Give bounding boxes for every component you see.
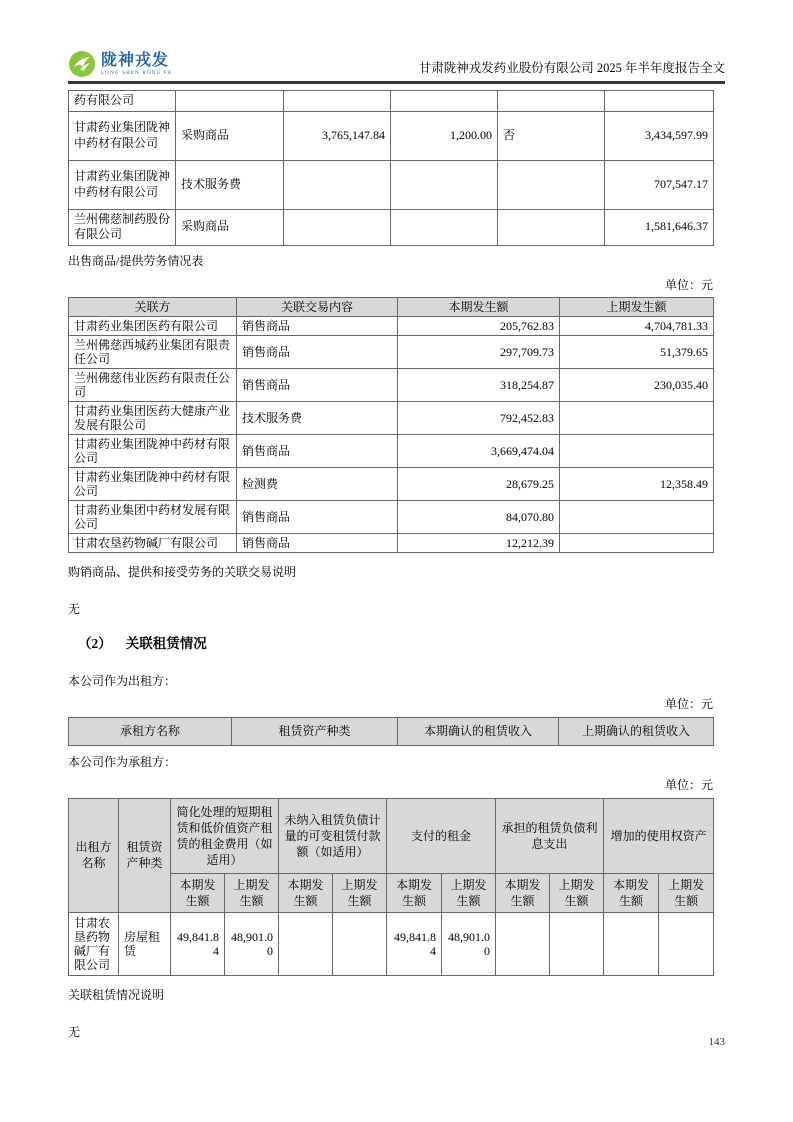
cell: 48,901.00: [442, 912, 496, 975]
table-row: [69, 335, 714, 368]
cell: 3,434,597.99: [605, 111, 714, 160]
cell: [391, 209, 498, 245]
cell: 3,669,474.04: [398, 434, 560, 467]
section-number: （2）: [78, 635, 112, 651]
col-header-current-income: 本期确认的租赁收入: [398, 717, 559, 745]
cell: 297,709.73: [398, 335, 560, 368]
cell: 甘肃药业集团陇神中药材有限公司: [69, 111, 176, 160]
lessor-table: [68, 717, 714, 746]
cell: 技术服务费: [237, 401, 398, 434]
cell: [560, 401, 714, 434]
cell: 1,200.00: [391, 111, 498, 160]
cell: [659, 912, 714, 975]
table-row: [69, 434, 714, 467]
cell: 49,841.84: [387, 912, 442, 975]
subheader-prior: 上期发生额: [333, 873, 387, 912]
table-row: [69, 111, 714, 160]
cell: 销售商品: [237, 434, 398, 467]
table-group-header-row: [69, 798, 714, 873]
cell: 51,379.65: [560, 335, 714, 368]
cell: 销售商品: [237, 500, 398, 533]
subheader-prior: 上期发生额: [442, 873, 496, 912]
cell: 采购商品: [176, 209, 284, 245]
cell: [176, 91, 284, 112]
cell: [550, 912, 604, 975]
table-row: [69, 533, 714, 552]
cell: 230,035.40: [560, 368, 714, 401]
subheader-current: 本期发生额: [604, 873, 659, 912]
group-header-rent-paid: 支付的租金: [387, 798, 496, 873]
col-header-lessor-name: 出租方名称: [69, 798, 119, 912]
subheader-prior: 上期发生额: [550, 873, 604, 912]
table-row: [69, 912, 714, 975]
cell: 销售商品: [237, 368, 398, 401]
lessee-table: [68, 798, 714, 976]
cell: 采购商品: [176, 111, 284, 160]
subheader-current: 本期发生额: [171, 873, 225, 912]
purchase-sales-note-value: 无: [68, 601, 81, 616]
col-header-prior-income: 上期确认的租赁收入: [559, 717, 714, 745]
lease-note-value: 无: [68, 1024, 81, 1039]
subheader-current: 本期发生额: [279, 873, 333, 912]
cell: [391, 91, 498, 112]
cell: 甘肃药业集团陇神中药材有限公司: [69, 434, 237, 467]
cell-asset-type: 房屋租赁: [119, 912, 171, 975]
cell: [391, 160, 498, 209]
cell: 12,212.39: [398, 533, 560, 552]
unit-label: 单位：元: [664, 277, 713, 292]
bird-logo-icon: [68, 50, 96, 78]
col-header-current-amount: 本期发生额: [398, 297, 560, 316]
brand-name-en: LONG SHEN RONG FA: [101, 70, 173, 76]
lease-note-label: 关联租赁情况说明: [68, 987, 165, 1002]
cell: 兰州佛慈西城药业集团有限责任公司: [69, 335, 237, 368]
cell: 甘肃药业集团陇神中药材有限公司: [69, 160, 176, 209]
subheader-current: 本期发生额: [496, 873, 550, 912]
company-logo: [68, 50, 172, 78]
col-header-asset-type: 租赁资产种类: [232, 717, 398, 745]
table-row: [69, 368, 714, 401]
document-title: 甘肃陇神戎发药业股份有限公司 2025 年半年度报告全文: [418, 61, 725, 75]
cell: 48,901.00: [225, 912, 279, 975]
col-header-related-party: 关联方: [69, 297, 237, 316]
cell: 1,581,646.37: [605, 209, 714, 245]
group-header-variable-payments: 未纳入租赁负债计量的可变租赁付款额（如适用）: [279, 798, 387, 873]
cell: [284, 160, 391, 209]
cell: [605, 91, 714, 112]
header-rule: [68, 81, 725, 84]
unit-label: 单位：元: [664, 777, 713, 792]
cell: [498, 209, 605, 245]
sales-table-caption: 出售商品/提供劳务情况表: [68, 253, 204, 268]
cell: 49,841.84: [171, 912, 225, 975]
cell: 4,704,781.33: [560, 316, 714, 335]
group-header-rou-assets: 增加的使用权资产: [604, 798, 714, 873]
unit-label: 单位：元: [664, 696, 713, 711]
purchase-goods-table: [68, 90, 714, 246]
page-number: 143: [708, 1036, 725, 1048]
cell: 84,070.80: [398, 500, 560, 533]
page-header: [68, 46, 725, 78]
cell: [333, 912, 387, 975]
cell: 兰州佛慈制药股份有限公司: [69, 209, 176, 245]
section-heading-lease: [68, 635, 725, 652]
table-header-row: [69, 297, 714, 316]
table-row: [69, 160, 714, 209]
subheader-prior: 上期发生额: [225, 873, 279, 912]
cell: [496, 912, 550, 975]
table-row: [69, 401, 714, 434]
group-header-interest-expense: 承担的租赁负债利息支出: [496, 798, 604, 873]
cell: [279, 912, 333, 975]
cell: [560, 500, 714, 533]
cell: 兰州佛慈伟业医药有限责任公司: [69, 368, 237, 401]
as-lessor-label: 本公司作为出租方：: [68, 673, 177, 688]
subheader-prior: 上期发生额: [659, 873, 714, 912]
table-row: [69, 500, 714, 533]
cell: [560, 434, 714, 467]
cell: 检测费: [237, 467, 398, 500]
cell-lessor-name: 甘肃农垦药物碱厂有限公司: [69, 912, 119, 975]
cell: [284, 209, 391, 245]
cell: 12,358.49: [560, 467, 714, 500]
table-header-row: [69, 717, 714, 745]
col-header-prior-amount: 上期发生额: [560, 297, 714, 316]
subheader-current: 本期发生额: [387, 873, 442, 912]
brand-name-cn: 陇神戎发: [101, 51, 170, 69]
cell: 28,679.25: [398, 467, 560, 500]
as-lessee-label: 本公司作为承租方：: [68, 754, 177, 769]
cell: 792,452.83: [398, 401, 560, 434]
sales-goods-table: [68, 297, 714, 553]
cell: 205,762.83: [398, 316, 560, 335]
section-title: 关联租赁情况: [125, 635, 207, 651]
cell: 甘肃药业集团陇神中药材有限公司: [69, 467, 237, 500]
cell: 药有限公司: [69, 91, 176, 112]
cell: [604, 912, 659, 975]
cell: 甘肃农垦药物碱厂有限公司: [69, 533, 237, 552]
table-row: [69, 316, 714, 335]
cell: [498, 160, 605, 209]
purchase-sales-note-label: 购销商品、提供和接受劳务的关联交易说明: [68, 564, 297, 579]
table-row: [69, 467, 714, 500]
cell: 技术服务费: [176, 160, 284, 209]
col-header-transaction-content: 关联交易内容: [237, 297, 398, 316]
cell: 318,254.87: [398, 368, 560, 401]
group-header-simplified-rent: 简化处理的短期租赁和低价值资产租赁的租金费用（如适用）: [171, 798, 279, 873]
cell: 甘肃药业集团中药材发展有限公司: [69, 500, 237, 533]
col-header-lessee-name: 承租方名称: [69, 717, 232, 745]
table-row: [69, 209, 714, 245]
cell: 销售商品: [237, 533, 398, 552]
cell: 销售商品: [237, 335, 398, 368]
cell: 否: [498, 111, 605, 160]
col-header-asset-type: 租赁资产种类: [119, 798, 171, 912]
table-row: [69, 91, 714, 112]
cell: 707,547.17: [605, 160, 714, 209]
cell: [560, 533, 714, 552]
cell: 甘肃药业集团医药有限公司: [69, 316, 237, 335]
cell: 3,765,147.84: [284, 111, 391, 160]
cell: 甘肃药业集团医药大健康产业发展有限公司: [69, 401, 237, 434]
cell: [498, 91, 605, 112]
cell: [284, 91, 391, 112]
cell: 销售商品: [237, 316, 398, 335]
